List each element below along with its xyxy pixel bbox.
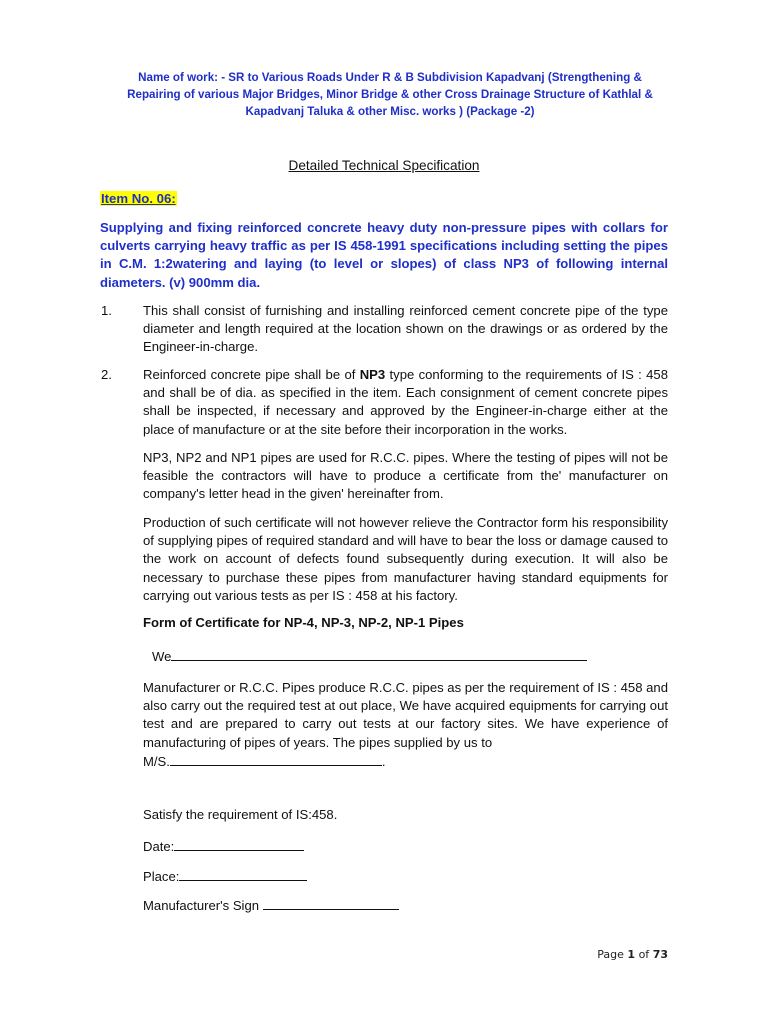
of-word: of (638, 948, 650, 961)
certificate-heading: Form of Certificate for NP-4, NP-3, NP-2, NP-1 Pipes (143, 615, 464, 630)
clause-1-number: 1. (101, 303, 112, 318)
sign-blank-line (263, 896, 399, 910)
we-label: We (152, 649, 172, 664)
header-line-1: Name of work: - SR to Various Roads Under R & B Subdivision Kapadvanj (Strengthening & (138, 71, 642, 84)
clause-2-text-before: Reinforced concrete pipe shall be of (143, 367, 360, 382)
place-blank-line (179, 867, 307, 881)
ms-end: . (381, 753, 386, 769)
clause-2-text (143, 366, 668, 439)
date-line (143, 837, 304, 854)
item-description: Supplying and fixing reinforced concrete heavy duty non-pressure pipes with collars for culverts carrying heavy traffic as per IS 458-1991 specifications including setting the pipes in C.M. 1:2watering and laying (to level or slopes) of class NP3 of following internal diameters. (v) 900mm dia. (100, 220, 668, 290)
certificate-body-text: Manufacturer or R.C.C. Pipes produce R.C.C. pipes as per the requirement of IS : 458 and also carry out the required test at out place, We have acquired equipments for carrying out test and are prepared to carry out tests at our factory sites. We have experience of manufacturing of pipes of years. The pipes supplied by us to (143, 680, 668, 750)
clause-2-paragraph-3: Production of such certificate will not however relieve the Contractor form his responsibility of supplying pipes of required standard and will have to bear the loss or damage caused to the work on account of defects found subsequently during execution. It will also be necessary to purchase these pipes from manufacturer having standard equipments for carrying out various tests as per IS : 458 at his factory. (143, 515, 668, 603)
sign-line (143, 896, 399, 913)
spec-title: Detailed Technical Specification (288, 158, 480, 173)
ms-label: M/S. (143, 753, 170, 769)
ms-blank-line (170, 752, 382, 766)
place-label: Place: (143, 869, 180, 884)
place-line (143, 867, 307, 884)
page-total: 73 (652, 948, 668, 961)
we-line (152, 647, 587, 664)
np3-emphasis: NP3 (359, 367, 386, 382)
page-number (597, 948, 668, 961)
item-number-label: Item No. 06: (101, 191, 176, 206)
header-line-2: Repairing of various Major Bridges, Minor Bridge & other Cross Drainage Structure of Kathlal & (127, 88, 653, 101)
date-blank-line (174, 837, 304, 851)
page-current: 1 (627, 948, 636, 961)
clause-2-text-after: type conforming to the requirements of IS : 458 and shall be of dia. as specified in the item. Each consignment of cement concrete pipes shall be inspected, if necessary and approved by the Engineer-in-charge either at the place of manufacture or at the site before their incorporation in the works. (143, 367, 668, 437)
clause-2-number: 2. (101, 367, 112, 382)
page-word: Page (597, 948, 624, 961)
satisfy-statement: Satisfy the requirement of IS:458. (143, 807, 338, 822)
we-blank-line (171, 647, 587, 661)
clause-1-text: This shall consist of furnishing and installing reinforced cement concrete pipe of the type diameter and length required at the location shown on the drawings or as ordered by the Engineer-in-charge. (143, 303, 668, 355)
name-of-work-header (100, 69, 680, 120)
sign-label: Manufacturer's Sign (143, 898, 260, 913)
clause-2-paragraph-2: NP3, NP2 and NP1 pipes are used for R.C.C. pipes. Where the testing of pipes will not be feasible the contractors will have to produce a certificate from the' manufacturer on company's letter head in the given' hereinafter from. (143, 450, 668, 502)
date-label: Date: (143, 839, 175, 854)
header-line-3: Kapadvanj Taluka & other Misc. works ) (Package -2) (245, 105, 535, 118)
certificate-body (143, 679, 668, 771)
